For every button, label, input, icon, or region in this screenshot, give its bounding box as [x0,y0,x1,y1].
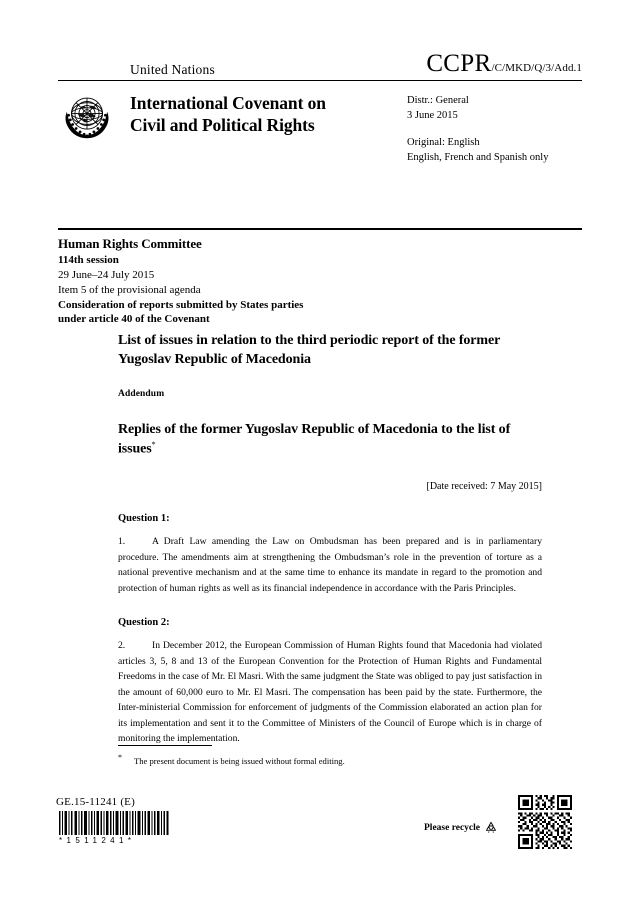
un-emblem-container [58,88,130,166]
document-symbol [426,50,582,78]
question-2-label: Question 2: [118,617,170,629]
main-content [118,332,542,747]
paragraph-text-2: In December 2012, the European Commission of Human Rights found that Macedonia had violated articles 3, 5, 8 and 13 of the European Convention for the Protection of Human Rights and Fundamental Freedoms in the case of Mr. El Masri. With the same judgment the State was obliged to pay just satisfaction in the amount of 60,000 euro to Mr. El Masri. The compensation has been paid by the state. Furthermore, the Inter-ministerial Commission for enforcement of judgments of the Commission elaborated an action plan for its implementation and sent it to the Committee of Ministers of the Council of Europe which is in charge of monitoring the implementation. [118,640,542,745]
footnote-divider [118,745,212,746]
paragraph-number-1: 1. [118,536,126,548]
covenant-title [130,88,407,166]
document-header [58,50,582,166]
paragraph-text-1: A Draft Law amending the Law on Ombudsman has been prepared and is in parliamentary procedure. The amendments aim at strengthening the Ombudsman’s role in the prevention of torture as a national preventive mechanism and at the same time to enhance its mandate in regard to the promotion and protection of human rights as well as its financial independence in accordance with the Paris Principles. [118,536,542,594]
barcode-icon [58,811,170,835]
document-code: GE.15-11241 (E) [56,796,135,808]
covenant-title-line-2: Civil and Political Rights [130,115,315,136]
paragraph-number-2: 2. [118,640,126,652]
committee-session: 114th session [58,253,119,266]
header-top-row [58,50,582,78]
committee-name: Human Rights Committee [58,236,202,251]
distribution-spacer [407,124,582,136]
header-divider-thin [58,80,582,81]
distribution-date: 3 June 2015 [407,109,458,121]
qr-code-icon [518,795,572,849]
organization-name: United Nations [130,62,215,77]
barcode-digits: *1511241* [59,836,136,845]
section-divider-thick [58,228,582,230]
replies-footnote-marker: * [151,439,156,449]
consideration-line-2: under article 40 of the Covenant [58,313,210,326]
consideration-line-1: Consideration of reports submitted by States parties [58,298,304,311]
barcode-container [58,811,170,845]
question-2-paragraph [118,638,542,747]
footnote [118,752,542,768]
covenant-title-line-1: International Covenant on [130,93,326,113]
symbol-main: CCPR [426,50,492,77]
committee-session-dates: 29 June–24 July 2015 [58,268,155,281]
replies-title [118,421,542,459]
original-language: Original: English [407,136,480,148]
header-body-row [58,88,582,166]
recycle-label: Please recycle [424,823,480,833]
un-emblem-icon [58,90,116,144]
footnote-marker: * [118,753,122,762]
distribution-type: Distr.: General [407,95,469,106]
recycle-icon [483,820,499,836]
committee-block [58,235,582,327]
recycle-notice [424,820,499,836]
question-1-label: Question 1: [118,513,170,525]
distribution-block [407,88,582,166]
available-languages: English, French and Spanish only [407,151,549,163]
agenda-item: Item 5 of the provisional agenda [58,283,201,296]
date-received: [Date received: 7 May 2015] [426,481,542,493]
addendum-label: Addendum [118,389,165,400]
question-1-paragraph [118,534,542,596]
page-title: List of issues in relation to the third periodic report of the former Yugoslav Republic of Macedonia [118,333,500,367]
replies-title-text: Replies of the former Yugoslav Republic of Macedonia to the list of issues [118,422,511,457]
footnote-text: The present document is being issued without formal editing. [134,755,345,766]
symbol-suffix: /C/MKD/Q/3/Add.1 [491,62,582,74]
